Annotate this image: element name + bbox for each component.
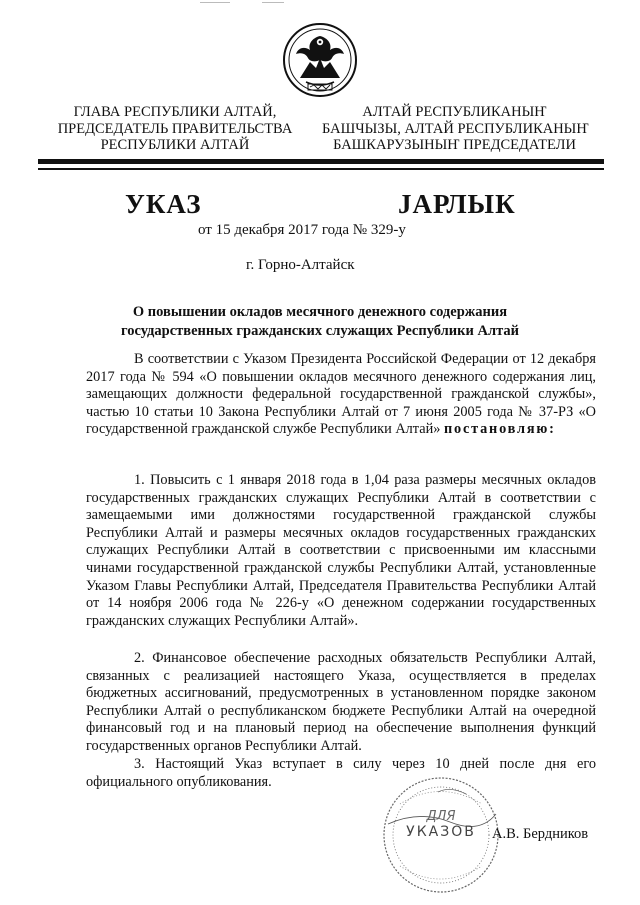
scan-artifact <box>200 2 230 3</box>
preamble <box>86 351 596 439</box>
header-right-line: БАШЧЫЗЫ, АЛТАЙ РЕСПУБЛИКАНЫҤ <box>322 120 589 137</box>
header-left-line: ПРЕДСЕДАТЕЛЬ ПРАВИТЕЛЬСТВА <box>57 120 293 137</box>
title-line: О повышении окладов месячного денежного содержания <box>132 304 508 320</box>
header-left <box>50 104 300 154</box>
stamp-line1: ДЛЯ <box>426 809 456 824</box>
header-left-line: ГЛАВА РЕСПУБЛИКИ АЛТАЙ, <box>73 104 277 120</box>
point-text: 3. Настоящий Указ вступает в силу через 10 дней после дня его официального опубликования. <box>86 756 596 790</box>
scan-artifact <box>262 2 284 3</box>
doc-type-ru: УКАЗ <box>125 189 202 219</box>
header-left-line: РЕСПУБЛИКИ АЛТАЙ <box>100 137 250 153</box>
header-divider-thick <box>38 159 604 164</box>
date-line: от 15 декабря 2017 года № 329-у <box>198 222 406 238</box>
doc-type-alt: ЈАРЛЫК <box>398 189 516 219</box>
point-3 <box>86 756 596 791</box>
coat-of-arms-icon <box>282 18 358 102</box>
point-text: 2. Финансовое обеспечение расходных обязательств Республики Алтай, связанных с реализацией настоящего Указа, осуществляется в пределах бюджетных ассигнований, предусмотренных в установленном порядке законом Республики Алтай о республиканском бюджете Республики Алтай на очередной финансовый год и на плановый период на обеспечение выполнения функций государственных органов Республики Алтай. <box>86 650 596 754</box>
point-text: 1. Повысить с 1 января 2018 года в 1,04 раза размеры месячных окладов государственных гражданских служащих Республики Алтай в соответствии с замещаемыми ими должностями государственной гражданской службы Республики Алтай и размеры месячных окладов государственных гражданских служащих Республики Алтай в соответствии с присвоенными им классными чинами государственной гражданской службы Республики Алтай, установленные Указом Главы Республики Алтай, Председателя Правительства Республики Алтай от 14 ноября 2006 года № 226-у «О денежном содержании государственных гражданских служащих Республики Алтай». <box>86 472 596 629</box>
header-right-line: БАШКАРУЗЫНЫҤ ПРЕДСЕДАТЕЛИ <box>333 137 576 153</box>
title-line: государственных гражданских служащих Республики Алтай <box>120 323 520 339</box>
header-divider-thin <box>38 168 604 170</box>
official-stamp <box>380 774 502 896</box>
document-title <box>60 303 580 341</box>
header-right <box>322 104 587 154</box>
header-right-line: АЛТАЙ РЕСПУБЛИКАНЫҤ <box>362 104 547 120</box>
stamp-line2: УКАЗОВ <box>406 824 476 840</box>
point-2 <box>86 650 596 756</box>
point-1 <box>86 472 596 630</box>
preamble-text: В соответствии с Указом Президента Российской Федерации от 12 декабря 2017 года № 594 «О повышении окладов месячного денежного содержания лиц, замещающих должности федеральной государственной гражданской службы», частью 10 статьи 10 Закона Республики Алтай от 7 июня 2005 года № 37-РЗ «О государственной гражданской службе Республики Алтай» <box>86 351 596 438</box>
city: г. Горно-Алтайск <box>246 257 355 273</box>
signatory: А.В. Бердников <box>492 826 589 842</box>
preamble-keyword: постановляю: <box>443 421 556 438</box>
